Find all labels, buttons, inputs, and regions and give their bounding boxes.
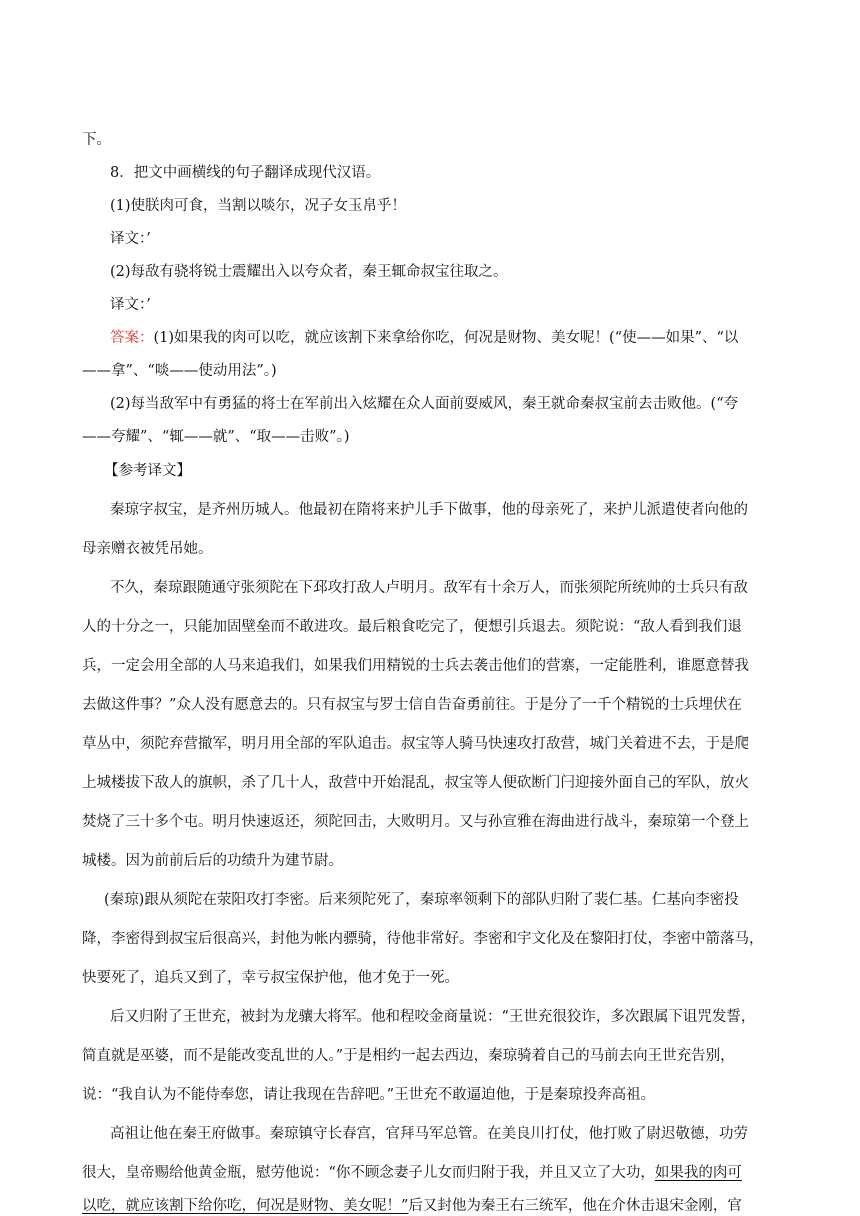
translation-text: 后又封他为秦王右三统军，他在介休击退宋金刚，官 bbox=[408, 1198, 742, 1214]
translation-line: (秦琼)跟从须陀在荥阳攻打李密。后来须陀死了，秦琼率领剩下的部队归附了裴仁基。仁基向李密投 bbox=[104, 892, 739, 908]
answer-label: 答案： bbox=[110, 330, 154, 346]
translation-line: 焚烧了三十多个屯。明月快速返还，须陀回击，大败明月。又与孙宣雅在海曲进行战斗，秦琼第一个登上 bbox=[82, 814, 749, 830]
translation-line: 草丛中，须陀弃营撤军，明月用全部的军队追击。叔宝等人骑马快速攻打敌营，城门关着进不去，于是爬 bbox=[82, 736, 749, 752]
translation-line: 不久，秦琼跟随通守张须陀在下邳攻打敌人卢明月。敌军有十余万人，而张须陀所统帅的士兵只有敌 bbox=[110, 580, 748, 596]
translation-line: 母亲赠衣被凭吊她。 bbox=[82, 541, 213, 557]
translation-line: 简直就是巫婆，而不是能改变乱世的人。”于是相约一起去西边，秦琼骑着自己的马前去向王世充告别， bbox=[82, 1048, 735, 1064]
translation-prompt-2: 译文：’ bbox=[110, 297, 151, 313]
translation-line-with-underline bbox=[82, 1196, 779, 1216]
translation-line: 人的十分之一，只能加固壁垒而不敢进攻。最后粮食吃完了，便想引兵退去。须陀说：“敌人看到我们退 bbox=[82, 619, 742, 635]
translation-line: 兵，一定会用全部的人马来追我们，如果我们用精锐的士兵去袭击他们的营寨，一定能胜利，谁愿意替我 bbox=[82, 658, 749, 674]
answer-line-4: ——夸耀”、“辄——就”、“取——击败”。) bbox=[82, 429, 350, 445]
answer-line-2: ——拿”、“啖——使动用法”。) bbox=[82, 363, 277, 379]
answer-line-3: (2)每当敌军中有勇猛的将士在军前出入炫耀在众人面前耍威风，秦王就命秦叔宝前去击败他。(“夸 bbox=[110, 396, 739, 412]
translation-line: 秦琼字叔宝，是齐州历城人。他最初在隋将来护儿手下做事，他的母亲死了，来护儿派遣使者向他的 bbox=[110, 502, 748, 518]
question-sentence-1: (1)使朕肉可食，当割以啖尔，况子女玉帛乎！ bbox=[110, 198, 407, 214]
question-heading: 8．把文中画横线的句子翻译成现代汉语。 bbox=[110, 165, 381, 181]
answer-line-1 bbox=[110, 328, 779, 348]
text-line: 下。 bbox=[82, 132, 111, 148]
translation-line: 降，李密得到叔宝后很高兴，封他为帐内骠骑，待他非常好。李密和宇文化及在黎阳打仗，李密中箭落马， bbox=[82, 931, 764, 947]
translation-prompt-1: 译文：’ bbox=[110, 231, 151, 247]
translation-line-with-underline bbox=[82, 1163, 779, 1183]
translation-text: 很大，皇帝赐给他黄金瓶，慰劳他说：“你不顾念妻子儿女而归附于我，并且又立了大功， bbox=[82, 1165, 655, 1181]
translation-line: 去做这件事？”众人没有愿意去的。只有叔宝与罗士信自告奋勇前往。于是分了一千个精锐的士兵埋伏在 bbox=[82, 697, 742, 713]
question-sentence-2: (2)每敌有骁将锐士震耀出入以夸众者，秦王辄命叔宝往取之。 bbox=[110, 264, 508, 280]
answer-text: (1)如果我的肉可以吃，就应该割下来拿给你吃，何况是财物、美女呢！(“使——如果”、“以 bbox=[153, 330, 739, 346]
translation-line: 上城楼拔下敌人的旗帜，杀了几十人，敌营中开始混乱，叔宝等人便砍断门闩迎接外面自己的军队，放火 bbox=[82, 775, 749, 791]
reference-heading: 【参考译文】 bbox=[104, 463, 191, 479]
translation-line: 高祖让他在秦王府做事。秦琼镇守长春宫，官拜马军总管。在美良川打仗，他打败了尉迟敬德，功劳 bbox=[110, 1126, 748, 1142]
underlined-sentence: 如果我的肉可 bbox=[654, 1165, 742, 1181]
translation-line: 城楼。因为前前后后的功绩升为建节尉。 bbox=[82, 853, 343, 869]
underlined-sentence: 以吃，就应该割下给你吃，何况是财物、美女呢！” bbox=[82, 1198, 409, 1214]
translation-line: 说：“我自认为不能侍奉您，请让我现在告辞吧。”王世充不敢逼迫他，于是秦琼投奔高祖。 bbox=[82, 1087, 656, 1103]
translation-line: 后又归附了王世充，被封为龙骧大将军。他和程咬金商量说：“王世充很狡诈，多次跟属下诅咒发誓， bbox=[110, 1009, 756, 1025]
translation-line: 快要死了，追兵又到了，幸亏叔宝保护他，他才免于一死。 bbox=[82, 970, 459, 986]
